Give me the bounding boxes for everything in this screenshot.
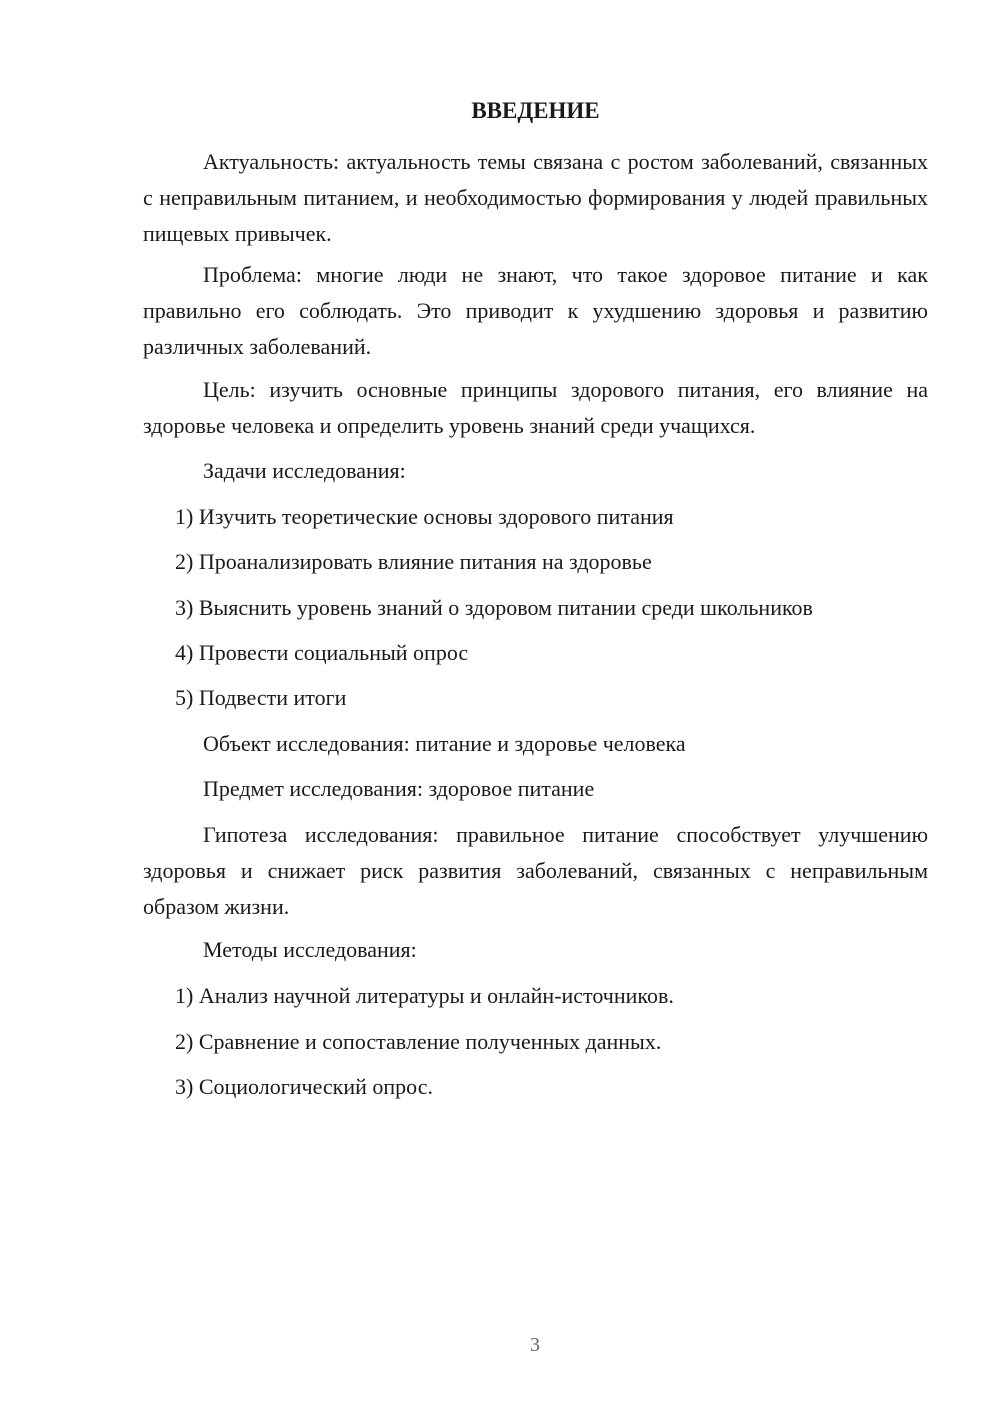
section-heading: ВВЕДЕНИЕ: [471, 98, 600, 123]
research-object: Объект исследования: питание и здоровье человека: [203, 731, 686, 756]
problem-paragraph: Проблема: многие люди не знают, что такое здоровое питание и как правильно его соблюдать. Это приводит к ухудшению здоровья и развитию различных заболеваний.: [143, 262, 928, 359]
method-item: 1) Анализ научной литературы и онлайн-источников.: [175, 983, 674, 1008]
page-number: 3: [530, 1334, 540, 1356]
task-item: 5) Подвести итоги: [175, 685, 347, 710]
method-item: 2) Сравнение и сопоставление полученных данных.: [175, 1029, 662, 1054]
method-item: 3) Социологический опрос.: [175, 1074, 433, 1099]
methods-heading: Методы исследования:: [203, 937, 417, 962]
goal-paragraph: Цель: изучить основные принципы здорового питания, его влияние на здоровье человека и определить уровень знаний среди учащихся.: [143, 377, 928, 438]
task-item: 2) Проанализировать влияние питания на здоровье: [175, 549, 652, 574]
research-subject: Предмет исследования: здоровое питание: [203, 776, 595, 801]
task-item: 4) Провести социальный опрос: [175, 640, 469, 665]
task-item: 3) Выяснить уровень знаний о здоровом питании среди школьников: [175, 595, 813, 620]
relevance-paragraph: Актуальность: актуальность темы связана с ростом заболеваний, связанных с неправильным питанием, и необходимостью формирования у людей правильных пищевых привычек.: [143, 149, 928, 246]
hypothesis-paragraph: Гипотеза исследования: правильное питание способствует улучшению здоровья и снижает риск развития заболеваний, связанных с неправильным образом жизни.: [143, 822, 928, 919]
tasks-heading: Задачи исследования:: [203, 458, 406, 483]
task-item: 1) Изучить теоретические основы здорового питания: [175, 504, 674, 529]
